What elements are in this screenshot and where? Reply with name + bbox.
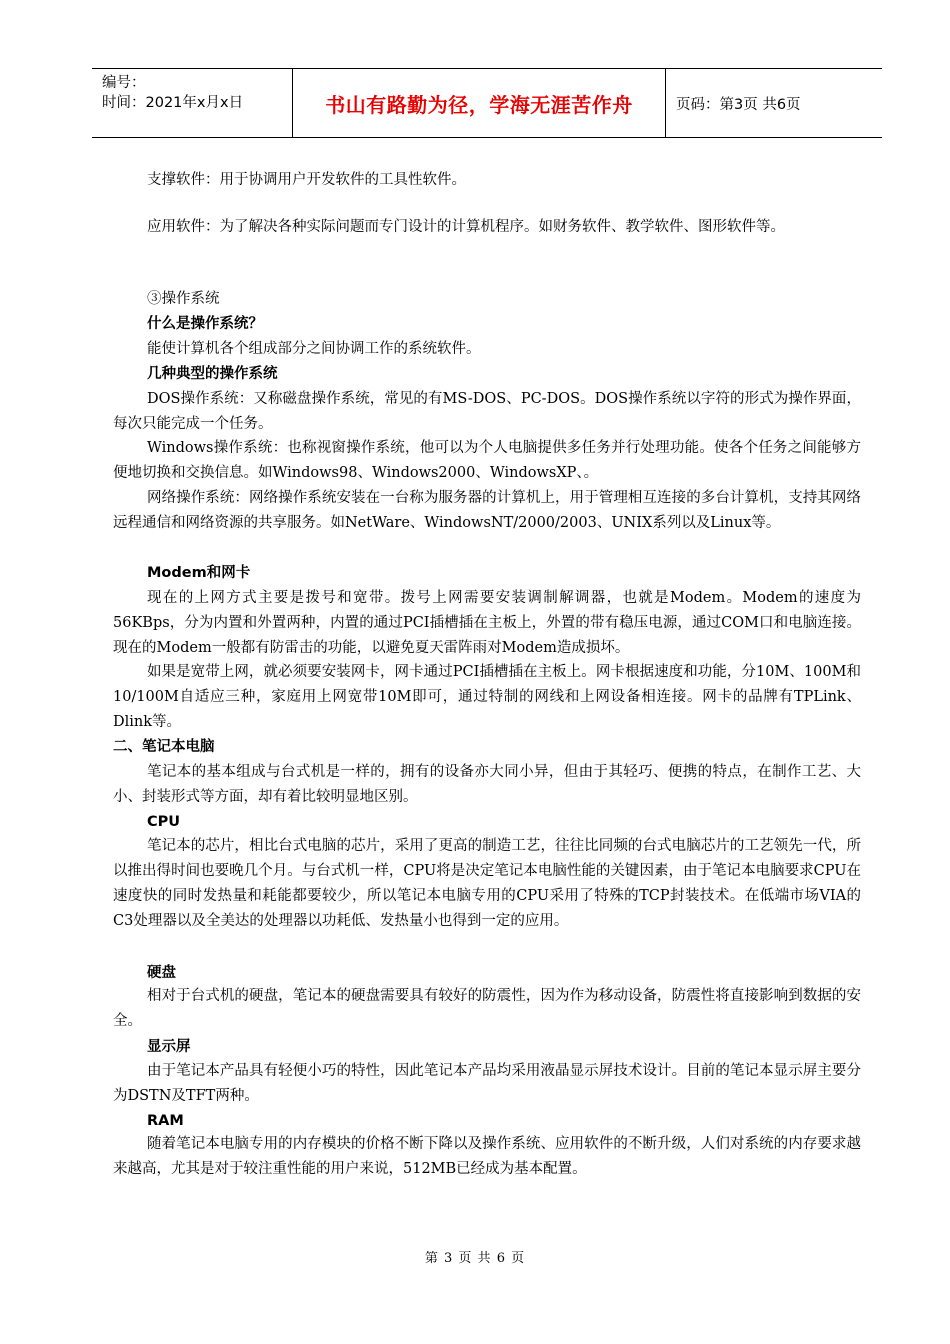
paragraph-display: 由于笔记本产品具有轻便小巧的特性，因此笔记本产品均采用液晶显示屏技术设计。目前的笔记本显示屏主要分为DSTN及TFT两种。 [113,1063,861,1104]
heading-what-is-os: 什么是操作系统？ [147,316,263,332]
paragraph-hard-disk: 相对于台式机的硬盘，笔记本的硬盘需要具有较好的防震性，因为作为移动设备，防震性将直接影响到数据的安全。 [113,988,861,1029]
document-number-label: 编号： [102,75,146,91]
document-time-label: 时间：2021年x月x日 [102,95,244,111]
paragraph-laptop-intro: 笔记本的基本组成与台式机是一样的，拥有的设备亦大同小异，但由于其轻巧、便携的特点，在制作工艺、大小、封装形式等方面，却有着比较明显地区别。 [113,764,861,805]
paragraph-modem: 现在的上网方式主要是拨号和宽带。拨号上网需要安装调制解调器，也就是Modem。Modem的速度为56KBps，分为内置和外置两种，内置的通过PCI插槽插在主板上，外置的带有稳压电源，通过COM口和电脑连接。现在的Modem一般都有防雷击的功能，以避免夏天雷阵雨对Modem造成损坏。 [113,590,861,656]
paragraph-network-card: 如果是宽带上网，就必须要安装网卡，网卡通过PCI插槽插在主板上。网卡根据速度和功能，分10M、100M和10/100M自适应三种，家庭用上网宽带10M即可，通过特制的网线和上网设备相连接。网卡的品牌有TPLink、Dlink等。 [113,664,861,730]
section-operating-system: ③操作系统 [147,291,220,307]
paragraph-dos: DOS操作系统：又称磁盘操作系统，常见的有MS-DOS、PC-DOS。DOS操作系统以字符的形式为操作界面，每次只能完成一个任务。 [113,391,861,432]
heading-typical-os: 几种典型的操作系统 [147,366,278,382]
paragraph-application-software: 应用软件：为了解决各种实际问题而专门设计的计算机程序。如财务软件、教学软件、图形软件等。 [147,219,785,235]
header-info-cell [92,69,292,137]
header-motto: 书山有路勤为径，学海无涯苦作舟 [292,69,666,137]
paragraph-cpu: 笔记本的芯片，相比台式电脑的芯片，采用了更高的制造工艺，往往比同频的台式电脑芯片的工艺领先一代，所以推出得时间也要晚几个月。与台式机一样，CPU将是决定笔记本电脑性能的关键因素，由于笔记本电脑要求CPU在速度快的同时发热量和耗能都要较少，所以笔记本电脑专用的CPU采用了特殊的TCP封装技术。在低端市场VIA的C3处理器以及全美达的处理器以功耗低、发热量小也得到一定的应用。 [113,838,861,929]
heading-modem: Modem和网卡 [147,565,251,581]
heading-laptop: 二、笔记本电脑 [113,739,215,755]
heading-cpu: CPU [147,814,181,830]
heading-display: 显示屏 [147,1039,191,1055]
heading-hard-disk: 硬盘 [147,965,176,981]
paragraph-ram: 随着笔记本电脑专用的内存模块的价格不断下降以及操作系统、应用软件的不断升级，人们对系统的内存要求越来越高，尤其是对于较注重性能的用户来说，512MB已经成为基本配置。 [113,1136,861,1177]
paragraph-windows: Windows操作系统：也称视窗操作系统，他可以为个人电脑提供多任务并行处理功能。使各个任务之间能够方便地切换和交换信息。如Windows98、Windows2000、WindowsXP、。 [113,440,861,481]
paragraph-os-definition: 能使计算机各个组成部分之间协调工作的系统软件。 [147,341,481,357]
page-header [92,68,882,138]
paragraph-network-os: 网络操作系统：网络操作系统安装在一台称为服务器的计算机上，用于管理相互连接的多台计算机，支持其网络远程通信和网络资源的共享服务。如NetWare、WindowsNT/2000/2003、UNIX系列以及Linux等。 [113,490,861,531]
paragraph-support-software: 支撑软件：用于协调用户开发软件的工具性软件。 [147,172,466,188]
heading-ram: RAM [147,1113,184,1129]
page-footer: 第 3 页 共 6 页 [424,1251,526,1266]
header-page-number: 页码：第3页 共6页 [676,96,801,113]
